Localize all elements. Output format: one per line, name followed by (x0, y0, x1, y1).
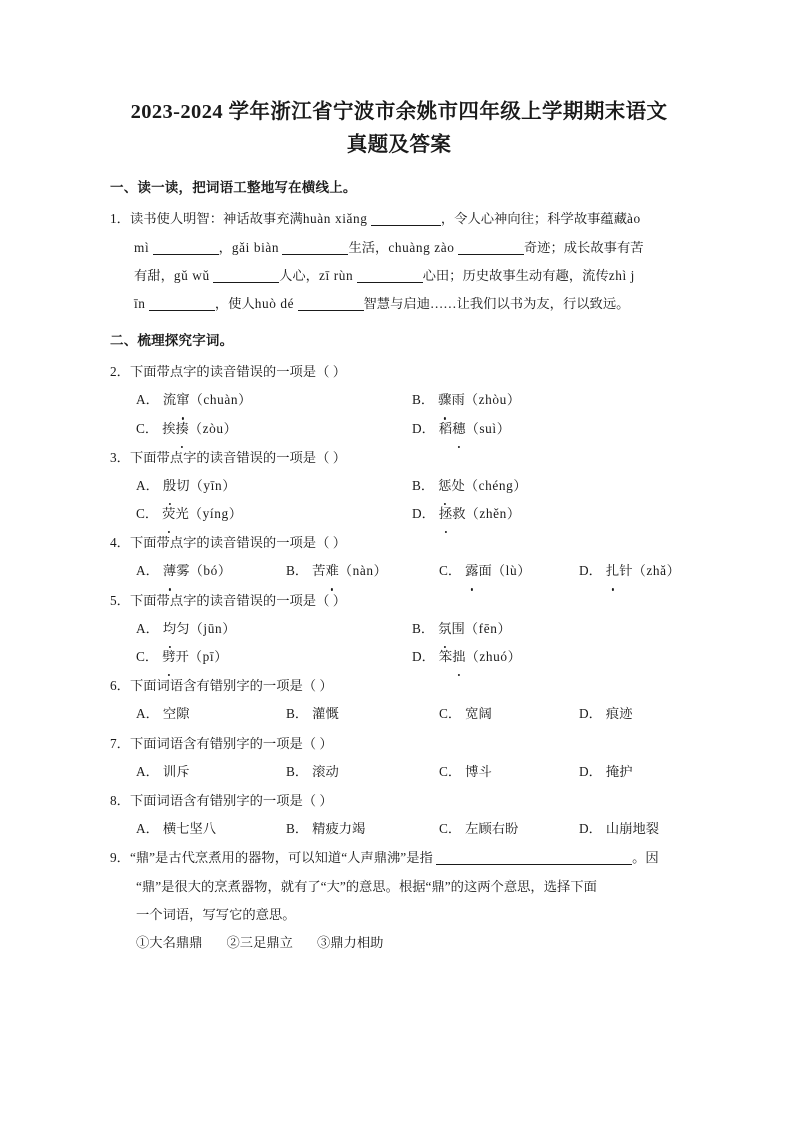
option-b-pinyin: （fēn） (464, 620, 512, 636)
question-3 (110, 444, 688, 529)
option-a-label: A． (136, 477, 159, 493)
option-c-text: 宽阔 (465, 706, 492, 722)
option-b[interactable] (286, 815, 439, 843)
option-c-label: C． (136, 506, 159, 522)
q1-blank-5[interactable] (213, 268, 279, 283)
question-8 (110, 787, 688, 843)
question-6-options (110, 700, 688, 728)
option-d-pinyin: （zhuó） (465, 649, 522, 665)
q1-pinyin-6: zī rùn (318, 267, 354, 283)
option-a[interactable] (136, 557, 286, 585)
q1-pinyin-2b: mì (134, 239, 150, 255)
q1-blank-2[interactable] (153, 240, 219, 255)
q1-seg-8: 心田；历史故事生动有趣，流传 (422, 267, 609, 283)
option-a-dotted-char: 均 (163, 615, 176, 643)
option-d-pre: 笨 (438, 649, 453, 665)
q1-seg-1: 读书使人明智：神话故事充满 (129, 211, 303, 227)
q1-blank-1[interactable] (371, 211, 441, 226)
q1-pinyin-4: chuàng zào (388, 239, 455, 255)
q1-number: 1． (110, 211, 130, 227)
option-a[interactable] (136, 758, 286, 786)
option-b-label: B． (412, 392, 435, 408)
option-d-label: D． (579, 821, 602, 837)
option-c-post: 面 (478, 563, 492, 579)
option-c[interactable] (136, 500, 412, 528)
option-d-dotted-char: 扎 (606, 557, 619, 585)
option-c[interactable] (439, 815, 579, 843)
q1-pinyin-2a: ào (627, 211, 641, 227)
option-a-label: A． (136, 563, 159, 579)
question-9-line-1 (110, 844, 688, 872)
option-b-label: B． (412, 620, 435, 636)
option-d-text: 掩护 (605, 763, 633, 779)
option-b[interactable] (286, 758, 439, 786)
option-d-label: D． (412, 506, 435, 522)
option-b-dotted-char: 氛 (438, 615, 451, 643)
option-a-pre: 流 (162, 392, 177, 408)
page-content (110, 96, 688, 958)
option-d[interactable] (579, 815, 659, 843)
question-7-stem: 7．下面词语含有错别字的一项是（ ） (110, 735, 333, 751)
q1-blank-3[interactable] (282, 240, 348, 255)
q1-seg-7: 人心， (279, 267, 319, 283)
q1-seg-4: 生活， (348, 239, 389, 255)
option-c-dotted-char: 露 (465, 557, 478, 585)
option-d[interactable] (412, 500, 688, 528)
option-b-text: 精疲力竭 (312, 821, 366, 837)
question-1-line-1 (110, 205, 688, 233)
question-4-stem: 4．下面带点字的读音错误的一项是（ ） (110, 535, 347, 551)
option-a-label: A． (136, 821, 159, 837)
title-line-1: 2023-2024 学年浙江省宁波市余姚市四年级上学期期末语文 (130, 101, 668, 123)
option-d-text: 痕迹 (605, 706, 633, 722)
option-a-post: 雾 (176, 563, 190, 579)
option-b[interactable] (412, 615, 688, 643)
option-c-label: C． (136, 420, 159, 436)
question-1-line-2 (110, 234, 688, 262)
option-c-dotted-char: 劈 (162, 643, 175, 671)
option-d[interactable] (412, 415, 688, 443)
option-c-label: C． (439, 563, 462, 579)
option-d[interactable] (579, 557, 681, 585)
q1-pinyin-7b: īn (134, 295, 146, 311)
q1-seg-2: ，令人心神向往；科学故事蕴藏 (440, 211, 628, 227)
option-c[interactable] (136, 415, 412, 443)
q1-blank-8[interactable] (298, 296, 364, 311)
q1-seg-5: 奇迹；成长故事有苦 (523, 239, 644, 255)
option-b-dotted-char: 难 (325, 557, 338, 585)
word-item-2[interactable]: ②三足鼎立 (226, 934, 293, 950)
q1-seg-6: 有甜， (134, 267, 174, 283)
option-d-label: D． (579, 763, 602, 779)
option-d-pinyin: （zhěn） (465, 506, 521, 522)
option-b-label: B． (286, 706, 309, 722)
question-4-options (110, 557, 688, 585)
option-d-pre: 稻 (438, 420, 453, 436)
question-6-stem: 6．下面词语含有错别字的一项是（ ） (110, 678, 333, 694)
option-a[interactable] (136, 700, 286, 728)
word-item-1[interactable]: ①大名鼎鼎 (136, 934, 203, 950)
option-d-label: D． (412, 420, 435, 436)
question-2-stem: 2．下面带点字的读音错误的一项是（ ） (110, 364, 347, 380)
option-b-pre: 苦 (312, 563, 326, 579)
option-c-pinyin: （pī） (188, 649, 229, 665)
q9-seg-2: 。因 (632, 850, 659, 866)
option-b-post: 围 (451, 620, 465, 636)
q1-pinyin-8: huò dé (254, 295, 295, 311)
option-b[interactable] (412, 386, 688, 414)
question-9-word-list (110, 929, 688, 957)
option-b-dotted-char: 惩 (438, 472, 451, 500)
option-b-label: B． (286, 821, 309, 837)
option-a-text: 训斥 (162, 763, 190, 779)
option-a-label: A． (136, 763, 159, 779)
q1-pinyin-5: gǔ wǔ (173, 267, 210, 283)
question-3-stem: 3．下面带点字的读音错误的一项是（ ） (110, 449, 347, 465)
question-1-line-4 (110, 290, 688, 318)
option-b-post: 处 (451, 477, 465, 493)
option-c-label: C． (439, 821, 462, 837)
option-a-pinyin: （yīn） (189, 477, 237, 493)
option-a[interactable] (136, 615, 412, 643)
question-6 (110, 672, 688, 728)
option-a-text: 空隙 (162, 706, 190, 722)
option-a-dotted-char: 殷 (163, 472, 176, 500)
option-a-label: A． (136, 392, 159, 408)
question-4 (110, 529, 688, 585)
title-line-2: 真题及答案 (346, 134, 452, 157)
option-c[interactable] (439, 557, 579, 585)
question-1 (110, 205, 688, 318)
option-a-post: 匀 (176, 620, 190, 636)
option-b-post: 雨 (451, 392, 465, 408)
option-d-label: D． (412, 649, 435, 665)
q1-seg-3: ， (218, 239, 232, 255)
option-c-post: 开 (175, 649, 189, 665)
question-5-stem: 5．下面带点字的读音错误的一项是（ ） (110, 592, 347, 608)
q1-pinyin-3: gǎi biàn (231, 239, 280, 255)
option-b-pinyin: （zhòu） (464, 392, 521, 408)
q1-seg-10: 智慧与启迪……让我们以书为友，行以致远。 (363, 295, 630, 311)
option-a[interactable] (136, 815, 286, 843)
question-5-options (110, 615, 688, 671)
question-5 (110, 587, 688, 672)
question-2 (110, 358, 688, 443)
q1-blank-6[interactable] (357, 268, 423, 283)
section-heading-1: 一、读一读，把词语工整地写在横线上。 (110, 180, 357, 196)
option-b-label: B． (286, 563, 309, 579)
option-b-text: 灌慨 (312, 706, 339, 722)
question-7-options (110, 758, 688, 786)
question-8-stem: 8．下面词语含有错别字的一项是（ ） (110, 792, 333, 808)
q1-pinyin-1: huàn xiǎng (302, 211, 368, 227)
option-d-dotted-char: 穗 (452, 415, 465, 443)
option-d[interactable] (412, 643, 688, 671)
question-9-line-2: “鼎”是很大的烹煮器物，就有了“大”的意思。根据“鼎”的这两个意思，选择下面 (136, 878, 597, 894)
option-a-pinyin: （bó） (189, 563, 232, 579)
option-c[interactable] (439, 700, 579, 728)
q1-blank-7[interactable] (149, 296, 215, 311)
option-c-label: C． (439, 706, 462, 722)
option-d-pinyin: （zhǎ） (632, 563, 681, 579)
option-d-post: 针 (619, 563, 633, 579)
option-c-dotted-char: 荧 (162, 500, 175, 528)
option-b-text: 滚动 (312, 763, 339, 779)
option-a[interactable] (136, 472, 412, 500)
question-9-line-3: 一个词语，写写它的意思。 (136, 906, 296, 922)
option-c-text: 博斗 (465, 763, 492, 779)
option-b[interactable] (412, 472, 688, 500)
option-c-pre: 挨 (162, 420, 176, 436)
option-d-pinyin: （suì） (465, 420, 511, 436)
option-c-post: 光 (175, 506, 189, 522)
option-a-text: 横七坚八 (162, 821, 217, 837)
option-c-text: 左顾右盼 (465, 821, 519, 837)
option-a-label: A． (136, 706, 159, 722)
option-b-label: B． (286, 763, 309, 779)
option-b[interactable] (286, 557, 439, 585)
option-d-label: D． (579, 563, 602, 579)
question-7 (110, 730, 688, 786)
option-d[interactable] (579, 758, 633, 786)
section-heading-2: 二、梳理探究字词。 (110, 333, 234, 349)
option-b-label: B． (412, 477, 435, 493)
question-8-options (110, 815, 688, 843)
option-b-dotted-char: 骤 (438, 386, 451, 414)
word-item-3[interactable]: ③鼎力相助 (316, 934, 384, 950)
option-c[interactable] (136, 643, 412, 671)
page-title (110, 96, 688, 162)
option-a-dotted-char: 薄 (163, 557, 176, 585)
option-c-pinyin: （lù） (491, 563, 532, 579)
option-d-dotted-char: 拙 (452, 643, 465, 671)
option-d-dotted-char: 拯 (439, 500, 452, 528)
question-9 (110, 844, 688, 957)
option-a-label: A． (136, 620, 159, 636)
option-a-post: 切 (176, 477, 190, 493)
option-d[interactable] (579, 700, 633, 728)
option-c-label: C． (136, 649, 159, 665)
question-2-options (110, 386, 688, 442)
option-b-pinyin: （chéng） (464, 477, 528, 493)
q1-blank-4[interactable] (458, 240, 524, 255)
question-1-line-3 (110, 262, 688, 290)
option-a-pinyin: （jūn） (189, 620, 237, 636)
option-b[interactable] (286, 700, 439, 728)
q1-pinyin-7a: zhì j (608, 267, 635, 283)
option-d-label: D． (579, 706, 602, 722)
q9-blank-1[interactable] (436, 850, 632, 865)
q9-seg-1: 9．“鼎”是古代烹煮用的器物，可以知道“人声鼎沸”是指 (110, 850, 433, 866)
q1-seg-9: ，使人 (214, 295, 255, 311)
question-3-options (110, 472, 688, 528)
option-b-pinyin: （nàn） (338, 563, 388, 579)
option-d-text: 山崩地裂 (605, 821, 660, 837)
option-a[interactable] (136, 386, 412, 414)
option-a-pinyin: （chuàn） (189, 392, 253, 408)
option-a-dotted-char: 窜 (176, 386, 189, 414)
option-d-post: 救 (452, 506, 466, 522)
option-c-pinyin: （zòu） (188, 420, 238, 436)
option-c-dotted-char: 揍 (175, 415, 188, 443)
option-c-pinyin: （yíng） (188, 506, 243, 522)
option-c[interactable] (439, 758, 579, 786)
option-c-label: C． (439, 763, 462, 779)
